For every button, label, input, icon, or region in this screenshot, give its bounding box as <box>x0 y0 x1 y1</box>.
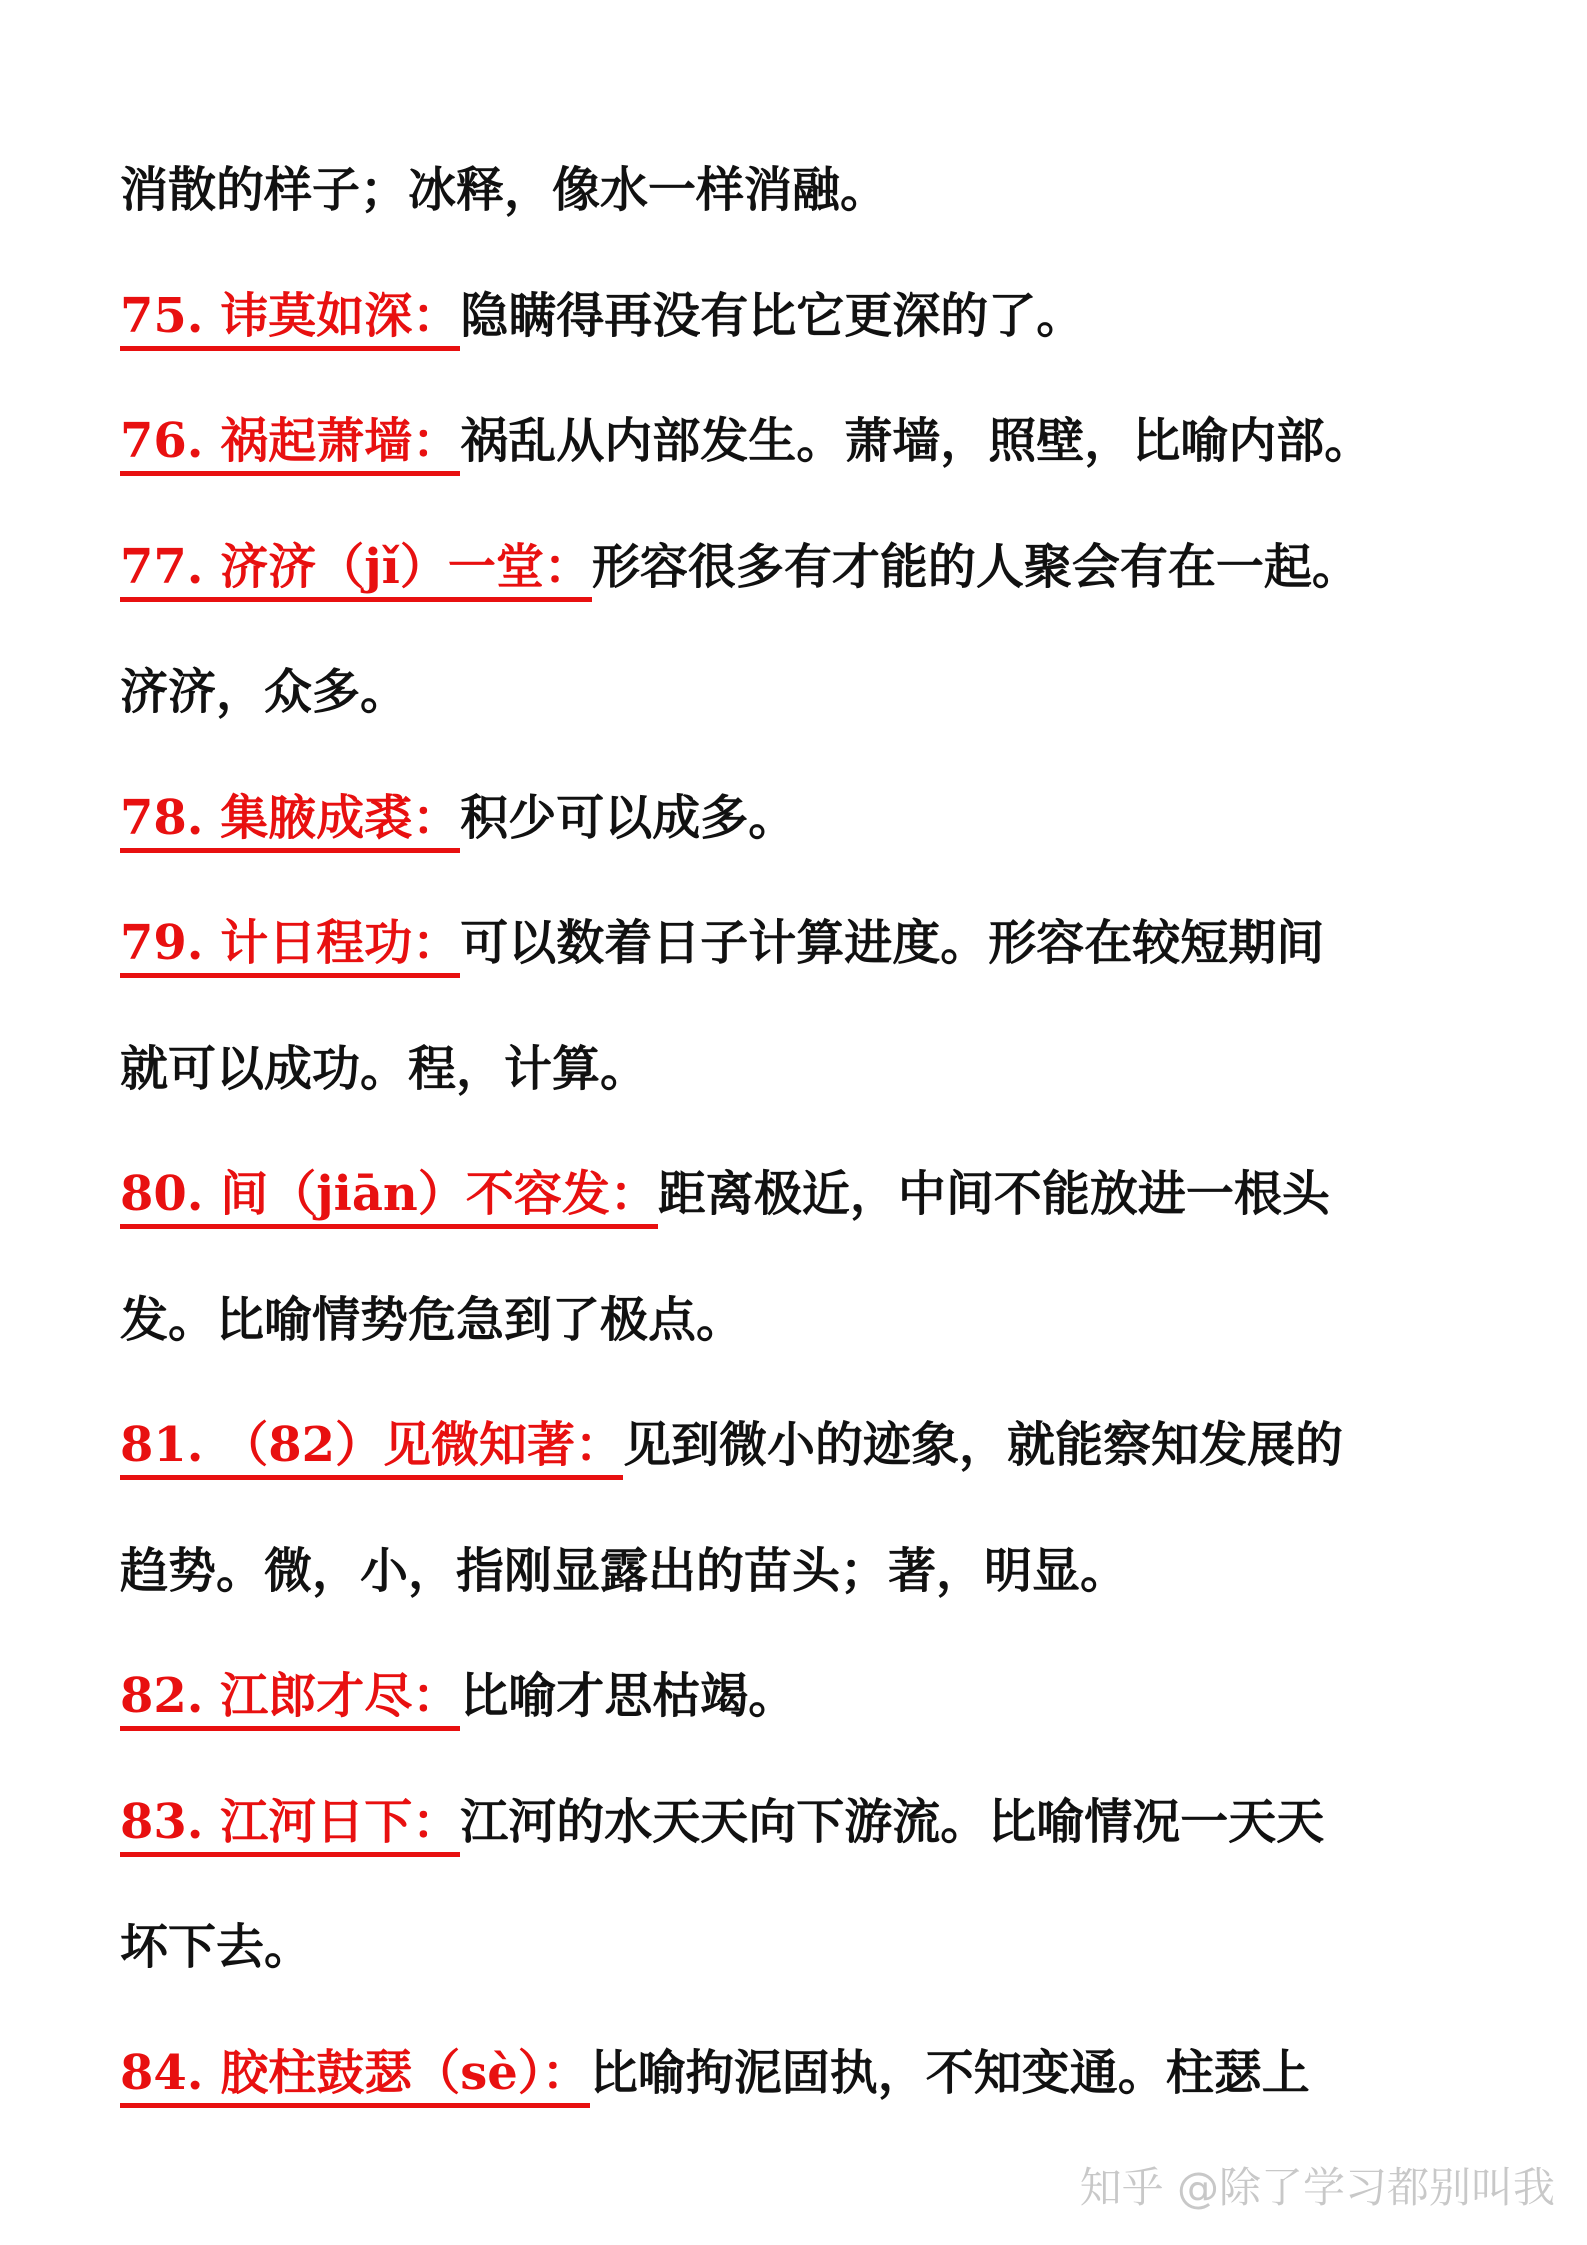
line-6 <box>120 768 1480 894</box>
definition-text: 济济，众多。 <box>120 664 409 720</box>
definition-text: 形容很多有才能的人聚会有在一起。 <box>591 538 1360 595</box>
idiom-term-83: 83. 江河日下： <box>120 1794 460 1857</box>
line-3 <box>120 391 1480 517</box>
line-16 <box>120 2023 1480 2149</box>
line-11 <box>120 1395 1480 1521</box>
line-15 <box>120 1897 1480 2023</box>
definition-text: 积少可以成多。 <box>460 789 797 846</box>
definition-text: 发。比喻情势危急到了极点。 <box>120 1291 745 1348</box>
zhihu-watermark: 知乎 @除了学习都别叫我 <box>1079 2163 1555 2212</box>
definition-text: 祸乱从内部发生。萧墙，照壁，比喻内部。 <box>460 413 1373 469</box>
idiom-term-81: 81. （82）见微知著： <box>120 1417 623 1480</box>
line-5 <box>120 642 1480 768</box>
line-1 <box>120 140 1480 266</box>
definition-text: 见到微小的迹象，就能察知发展的 <box>623 1417 1344 1473</box>
idiom-term-79: 79. 计日程功： <box>120 915 460 978</box>
idiom-term-84: 84. 胶柱鼓瑟（sè）： <box>120 2045 590 2108</box>
definition-text: 趋势。微，小，指刚显露出的苗头；著，明显。 <box>120 1542 1129 1599</box>
idiom-term-78: 78. 集腋成裘： <box>120 790 460 853</box>
line-13 <box>120 1646 1480 1772</box>
line-9 <box>120 1144 1480 1270</box>
definition-text: 就可以成功。程，计算。 <box>120 1040 649 1097</box>
definition-text: 可以数着日子计算进度。形容在较短期间 <box>460 915 1325 971</box>
definition-text: 坏下去。 <box>120 1919 313 1975</box>
line-4 <box>120 517 1480 643</box>
definition-text: 距离极近，中间不能放进一根头 <box>657 1166 1330 1222</box>
line-2 <box>120 266 1480 392</box>
idiom-term-75: 75. 讳莫如深： <box>120 288 460 351</box>
idiom-term-80: 80. 间（jiān）不容发： <box>120 1166 658 1229</box>
idiom-term-77: 77. 济济（jǐ）一堂： <box>120 539 592 602</box>
line-10 <box>120 1270 1480 1396</box>
idiom-term-76: 76. 祸起萧墙： <box>120 413 460 476</box>
definition-text: 隐瞒得再没有比它更深的了。 <box>460 287 1085 344</box>
line-14 <box>120 1772 1480 1898</box>
idiom-term-82: 82. 江郎才尽： <box>120 1668 460 1731</box>
definition-text: 比喻拘泥固执，不知变通。柱瑟上 <box>589 2044 1310 2101</box>
line-12 <box>120 1521 1480 1647</box>
line-8 <box>120 1019 1480 1145</box>
definition-text: 江河的水天天向下游流。比喻情况一天天 <box>460 1793 1325 1850</box>
definition-text: 比喻才思枯竭。 <box>460 1668 797 1724</box>
definition-text: 消散的样子；冰释，像水一样消融。 <box>120 162 889 218</box>
line-7 <box>120 893 1480 1019</box>
document-body <box>120 140 1480 2148</box>
